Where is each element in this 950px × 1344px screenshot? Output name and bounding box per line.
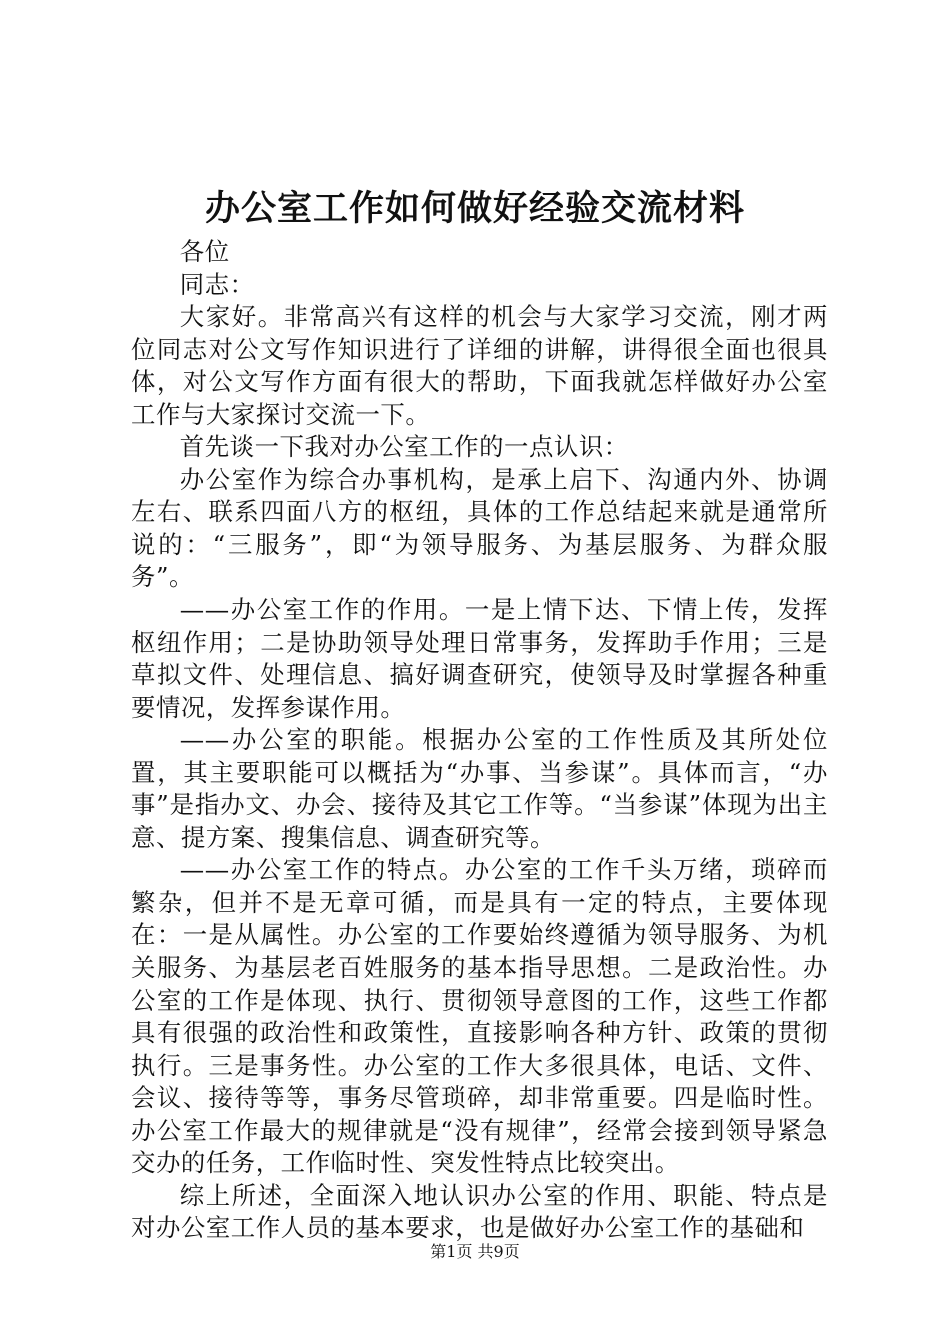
- body-paragraph: 办公室作为综合办事机构，是承上启下、沟通内外、协调左右、联系四面八方的枢纽，具体的工作总结起来就是通常所说的：“三服务”，即“为领导服务、为基层服务、为群众服务”。: [131, 464, 828, 592]
- document-body: [131, 236, 828, 1245]
- page-number: 第1页 共9页: [430, 1242, 520, 1261]
- body-paragraph: 大家好。非常高兴有这样的机会与大家学习交流，刚才两位同志对公文写作知识进行了详细的讲解，讲得很全面也很具体，对公文写作方面有很大的帮助，下面我就怎样做好办公室工作与大家探讨交流一下。: [131, 302, 828, 429]
- body-paragraph: ——办公室工作的特点。办公室的工作千头万绪，琐碎而繁杂，但并不是无章可循，而是具有一定的特点，主要体现在：一是从属性。办公室的工作要始终遵循为领导服务、为机关服务、为基层老百姓服务的基本指导思想。二是政治性。办公室的工作是体现、执行、贯彻领导意图的工作，这些工作都具有很强的政治性和政策性，直接影响各种方针、政策的贯彻执行。三是事务性。办公室的工作大多很具体，电话、文件、会议、接待等等，事务尽管琐碎，却非常重要。四是临时性。办公室工作最大的规律就是“没有规律”，经常会接到领导紧急交办的任务，工作临时性、突发性特点比较突出。: [131, 855, 828, 1178]
- salutation-line: 各位: [179, 237, 230, 266]
- body-paragraph: ——办公室的职能。根据办公室的工作性质及其所处位置，其主要职能可以概括为“办事、当参谋”。具体而言，“办事”是指办文、办会、接待及其它工作等。“当参谋”体现为出主意、提方案、搜集信息、调查研究等。: [131, 725, 828, 852]
- body-paragraph: 综上所述，全面深入地认识办公室的作用、职能、特点是对办公室工作人员的基本要求，也是做好办公室工作的基础和: [131, 1180, 828, 1243]
- body-paragraph: ——办公室工作的作用。一是上情下达、下情上传，发挥枢纽作用；二是协助领导处理日常事务，发挥助手作用；三是草拟文件、处理信息、搞好调查研究，使领导及时掌握各种重要情况，发挥参谋作用。: [131, 595, 828, 722]
- body-paragraph: 首先谈一下我对办公室工作的一点认识：: [179, 432, 629, 462]
- page-footer: [0, 1241, 950, 1263]
- page-title: 办公室工作如何做好经验交流材料: [204, 188, 745, 229]
- salutation-line: 同志：: [179, 269, 255, 299]
